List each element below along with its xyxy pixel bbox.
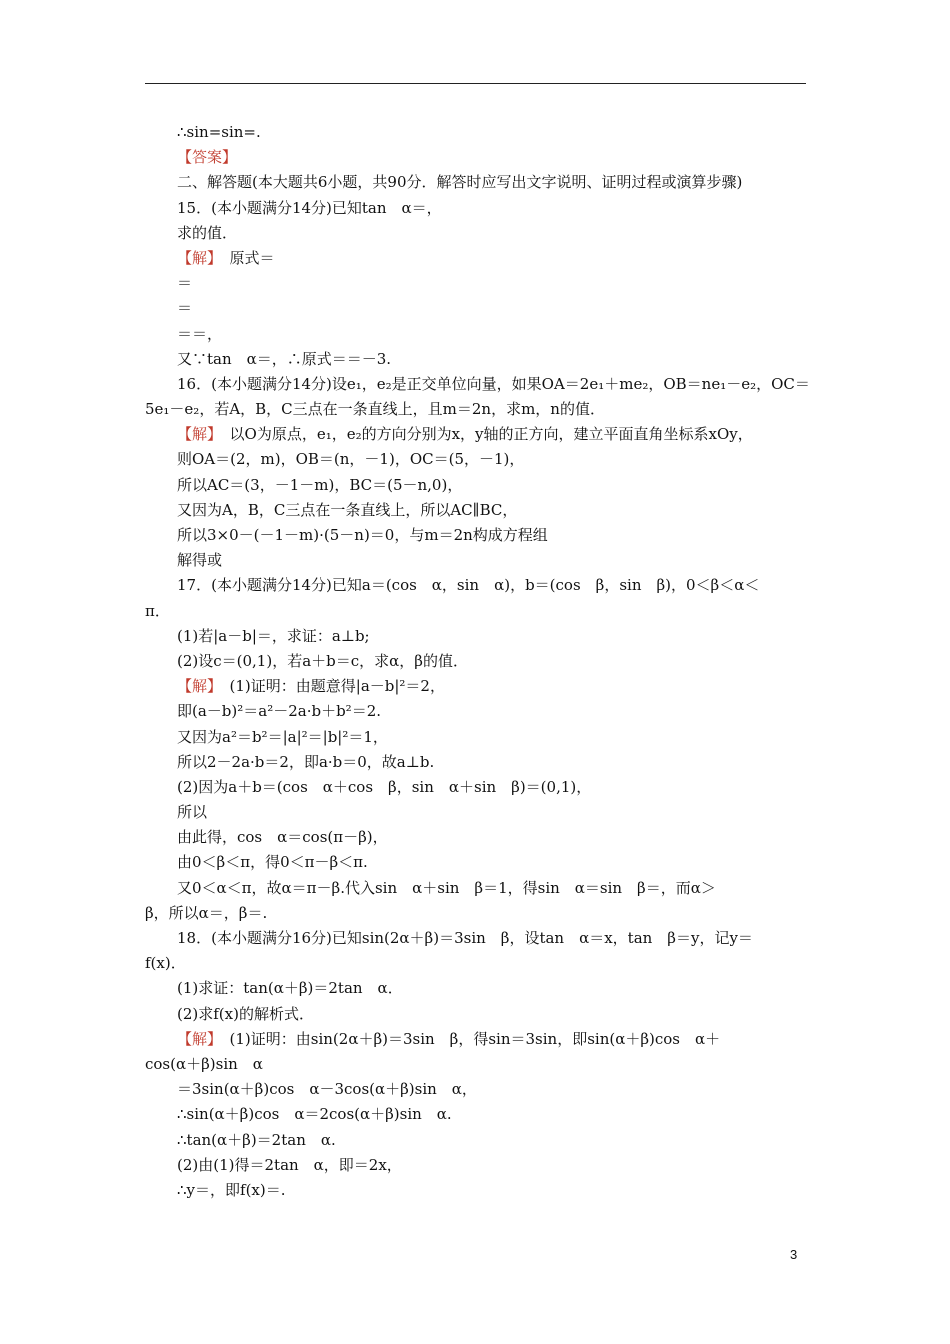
text-line: 求的值． (177, 223, 238, 242)
text-line (145, 674, 810, 699)
text-line: 由0＜β＜π，得0＜π－β＜π. (177, 853, 368, 872)
text-line: ∴tan(α＋β)＝2tan α. (177, 1130, 336, 1149)
header-rule (145, 83, 806, 84)
text-line: 16．(本小题满分14分)设e₁，e₂是正交单位向量，如果OA＝2e₁＋me₂，OB＝ne₁－e₂，OC＝ (177, 374, 810, 393)
text-line: 5e₁－e₂，若A，B，C三点在一条直线上，且m＝2n，求m，n的值． (145, 400, 605, 419)
text-line: (2)求f(x)的解析式． (177, 1004, 314, 1023)
text-line: 18．(本小题满分16分)已知sin(2α＋β)＝3sin β，设tan α＝x，tan β＝y，记y＝ (177, 929, 753, 947)
text-line: ＝ (177, 274, 193, 293)
document-body (145, 120, 810, 1203)
text-line: ∴sin(α＋β)cos α＝2cos(α＋β)sin α. (177, 1105, 452, 1124)
text-line: (1)若|a－b|＝，求证：a⊥b; (177, 626, 370, 645)
text-line: 又0＜α＜π，故α＝π－β.代入sin α＋sin β＝1，得sin α＝sin β＝，而α＞ (177, 878, 716, 897)
section-tag: 【解】 (177, 425, 215, 444)
line-text: 以O为原点，e₁，e₂的方向分别为x，y轴的正方向，建立平面直角坐标系xOy， (214, 425, 753, 444)
line-text: 原式＝ (214, 248, 275, 267)
text-line: 又∵tan α＝，∴原式＝＝－3. (177, 349, 392, 368)
text-line: ＝ (177, 299, 193, 318)
page-number: 3 (790, 1247, 798, 1262)
text-line: 二、解答题(本大题共6小题，共90分．解答时应写出文字说明、证明过程或演算步骤) (177, 173, 743, 192)
text-line (145, 246, 810, 271)
text-line: 15．(本小题满分14分)已知tan α＝， (177, 198, 442, 217)
section-tag: 【解】 (177, 677, 215, 696)
text-line: β，所以α＝，β＝. (145, 903, 268, 922)
text-line: 所以AC＝(3，－1－m)，BC＝(5－n,0)， (177, 475, 463, 494)
section-tag: 【解】 (177, 1029, 215, 1048)
text-line: 又因为a²＝b²＝|a|²＝|b|²＝1， (177, 727, 388, 746)
text-line: ∴y＝，即f(x)＝. (177, 1180, 286, 1199)
text-line: 解得或 (177, 551, 223, 570)
text-line: 所以 (177, 803, 208, 822)
line-text: (1)证明：由题意得|a－b|²＝2， (214, 677, 445, 696)
text-line: ＝3sin(α＋β)cos α－3cos(α＋β)sin α， (177, 1080, 477, 1099)
section-tag: 【解】 (177, 248, 215, 267)
text-line: ∴sin=sin=. (177, 123, 261, 141)
text-line: ＝＝， (177, 324, 223, 343)
text-line: 所以2－2a·b＝2，即a·b＝0，故a⊥b. (177, 752, 435, 771)
line-text: (1)证明：由sin(2α＋β)＝3sin β，得sin＝3sin，即sin(α＋β)cos α＋ (214, 1029, 721, 1048)
text-line: π． (145, 601, 170, 620)
text-line: 由此得，cos α＝cos(π－β)， (177, 828, 388, 847)
text-line (145, 1027, 810, 1052)
section-tag: 【答案】 (177, 148, 238, 167)
text-line: cos(α＋β)sin α (145, 1054, 263, 1073)
text-line: (2)由(1)得＝2tan α，即＝2x， (177, 1155, 402, 1174)
text-line: 即(a－b)²＝a²－2a·b＋b²＝2. (177, 702, 382, 721)
text-line (145, 422, 810, 447)
text-line: (2)设c＝(0,1)，若a＋b＝c，求α，β的值． (177, 651, 468, 670)
text-line: 则OA＝(2，m)，OB＝(n，－1)，OC＝(5，－1)， (177, 450, 525, 469)
text-line: 又因为A，B，C三点在一条直线上，所以AC∥BC， (177, 500, 518, 519)
text-line: f(x)． (145, 954, 186, 973)
text-line: (1)求证：tan(α＋β)＝2tan α． (177, 979, 403, 998)
text-line: 17．(本小题满分14分)已知a＝(cos α，sin α)，b＝(cos β，sin β)，0＜β＜α＜ (177, 576, 760, 595)
text-line (145, 145, 810, 170)
text-line: 所以3×0－(－1－m)·(5－n)＝0，与m＝2n构成方程组 (177, 526, 548, 544)
text-line: (2)因为a＋b＝(cos α＋cos β，sin α＋sin β)＝(0,1)， (177, 777, 592, 796)
